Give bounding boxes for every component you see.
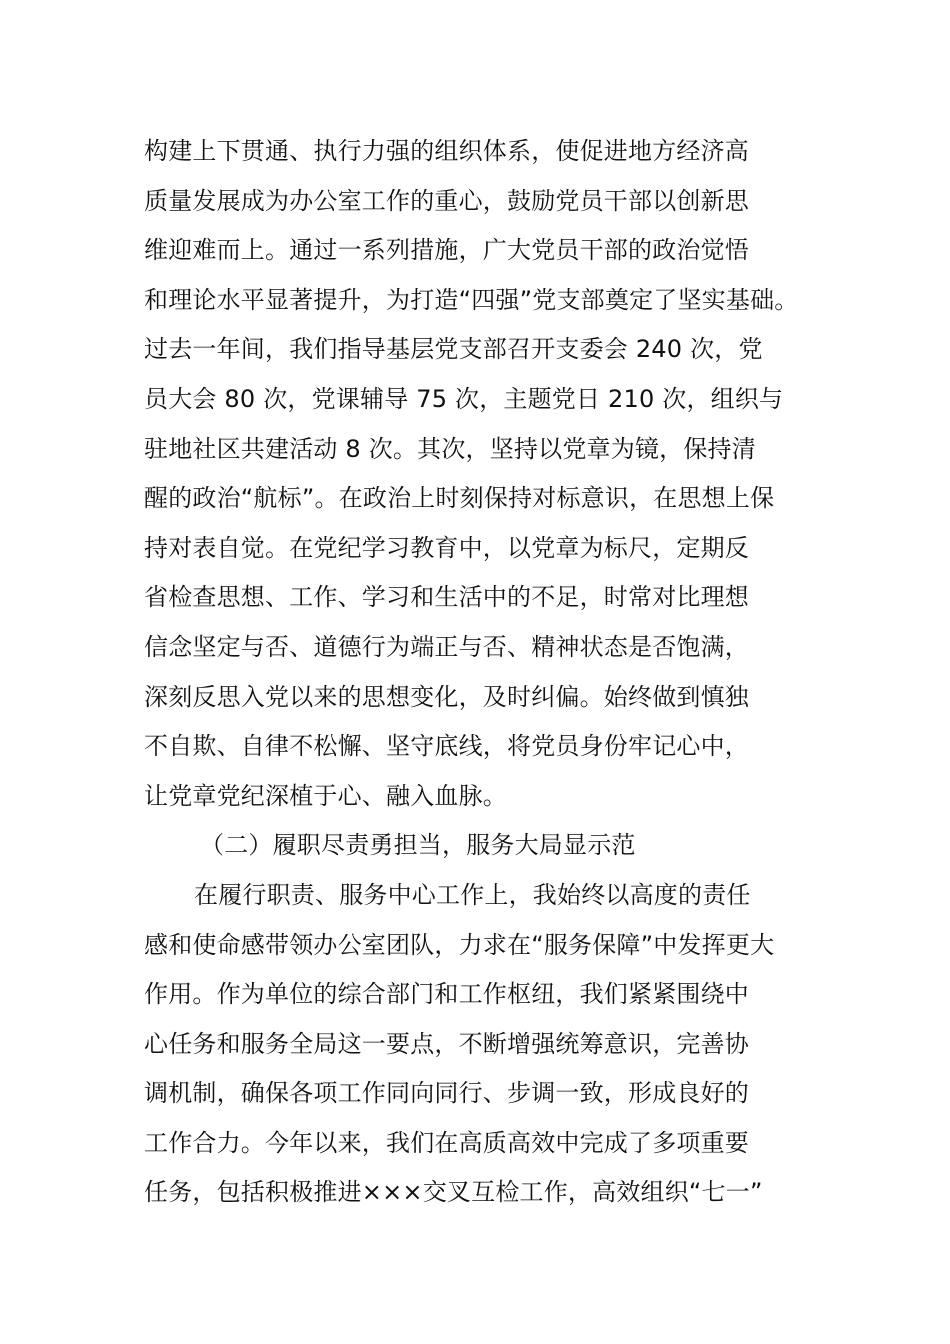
text-line: 在履行职责、服务中心工作上，我始终以高度的责任 (194, 880, 751, 909)
text-line: 信念坚定与否、道德行为端正与否、精神状态是否饱满， (144, 632, 749, 661)
text-line: 维迎难而上。通过一系列措施，广大党员干部的政治觉悟 (144, 236, 749, 265)
text-line: 作用。作为单位的综合部门和工作枢纽，我们紧紧围绕中 (144, 980, 749, 1009)
text-line: 质量发展成为办公室工作的重心，鼓励党员干部以创新思 (144, 186, 749, 215)
text-line: 工作合力。今年以来，我们在高质高效中完成了多项重要 (144, 1128, 749, 1157)
text-line: 驻地社区共建活动 8 次。其次，坚持以党章为镜，保持清 (144, 434, 756, 463)
text-line: 让党章党纪深植于心、融入血脉。 (144, 781, 507, 810)
text-line: 员大会 80 次，党课辅导 75 次，主题党日 210 次，组织与 (144, 384, 784, 413)
text-line: 和理论水平显著提升，为打造“四强”党支部奠定了坚实基础。 (144, 285, 799, 314)
text-line: 调机制，确保各项工作同向同行、步调一致，形成良好的 (144, 1079, 749, 1108)
text-line: 持对表自觉。在党纪学习教育中，以党章为标尺，定期反 (144, 533, 749, 562)
text-line: 省检查思想、工作、学习和生活中的不足，时常对比理想 (144, 583, 749, 612)
text-line: 过去一年间，我们指导基层党支部召开支委会 240 次，党 (144, 335, 763, 364)
text-line: 构建上下贯通、执行力强的组织体系，使促进地方经济高 (144, 137, 749, 165)
text-line: 醒的政治“航标”。在政治上时刻保持对标意识，在思想上保 (144, 484, 775, 513)
text-line: 任务，包括积极推进×××交叉互检工作，高效组织“七一” (144, 1178, 763, 1207)
text-line: 感和使命感带领办公室团队，力求在“服务保障”中发挥更大 (144, 930, 775, 959)
body-text (144, 127, 824, 1218)
text-line: 心任务和服务全局这一要点，不断增强统筹意识，完善协 (144, 1029, 749, 1058)
text-line: 深刻反思入党以来的思想变化，及时纠偏。始终做到慎独 (144, 682, 749, 711)
text-line: 不自欺、自律不松懈、坚守底线，将党员身份牢记心中， (144, 732, 749, 761)
section-heading: （二）履职尽责勇担当，服务大局显示范 (200, 831, 636, 860)
